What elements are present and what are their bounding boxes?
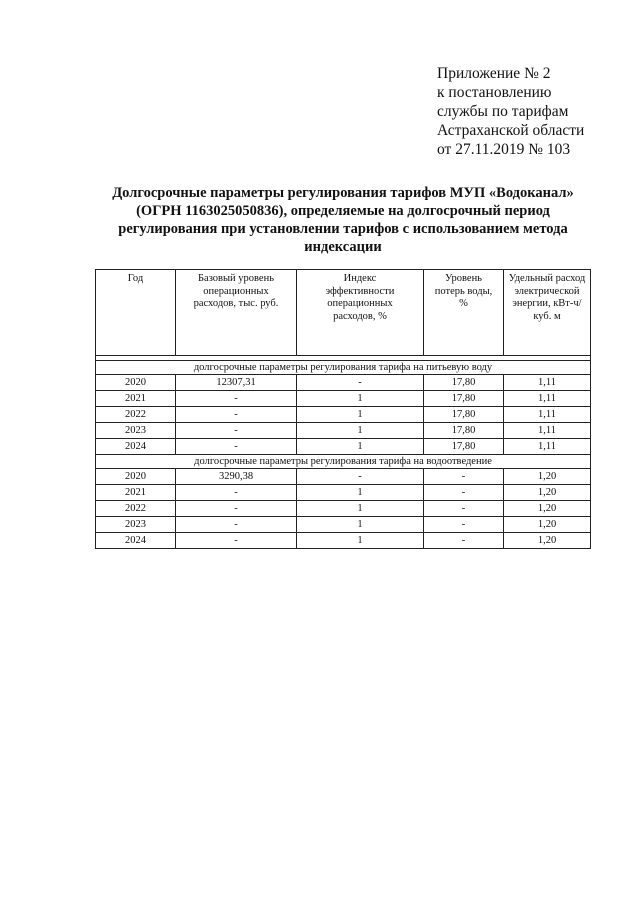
table-row: [96, 391, 591, 407]
table-row: [96, 407, 591, 423]
header-base-cost: Базовый уровень операционных расходов, тыс. руб.: [176, 270, 297, 356]
cell-water-loss: 17,80: [424, 407, 504, 423]
section-label: долгосрочные параметры регулирования тарифа на водоотведение: [96, 455, 591, 469]
cell-energy: 1,20: [504, 485, 591, 501]
section-header-row: [96, 361, 591, 375]
cell-year: 2022: [96, 501, 176, 517]
cell-energy: 1,11: [504, 423, 591, 439]
parameters-table: [95, 269, 591, 549]
table-row: [96, 517, 591, 533]
cell-water-loss: 17,80: [424, 375, 504, 391]
cell-energy: 1,11: [504, 439, 591, 455]
cell-base-cost: -: [176, 533, 297, 549]
cell-base-cost: -: [176, 501, 297, 517]
cell-energy: 1,20: [504, 501, 591, 517]
cell-year: 2021: [96, 391, 176, 407]
cell-base-cost: -: [176, 391, 297, 407]
cell-year: 2024: [96, 439, 176, 455]
title-line: (ОГРН 1163025050836), определяемые на долгосрочный период: [136, 203, 550, 219]
document-title: [96, 184, 590, 256]
table-row: [96, 439, 591, 455]
cell-efficiency-index: 1: [297, 391, 424, 407]
cell-year: 2022: [96, 407, 176, 423]
table-header-row: [96, 270, 591, 356]
appendix-line-region: Астраханской области: [437, 122, 585, 139]
cell-efficiency-index: 1: [297, 533, 424, 549]
cell-base-cost: -: [176, 517, 297, 533]
header-water-loss: Уровень потерь воды, %: [424, 270, 504, 356]
section-wastewater: [96, 455, 591, 549]
title-line: регулирования при установлении тарифов с использованием метода: [118, 221, 568, 237]
appendix-line-number: Приложение № 2: [437, 65, 551, 82]
cell-year: 2024: [96, 533, 176, 549]
header-year: Год: [96, 270, 176, 356]
cell-water-loss: -: [424, 517, 504, 533]
cell-energy: 1,11: [504, 407, 591, 423]
cell-efficiency-index: -: [297, 375, 424, 391]
cell-base-cost: -: [176, 407, 297, 423]
appendix-block: [437, 64, 584, 159]
header-efficiency-index: Индекс эффективности операционных расходов, %: [297, 270, 424, 356]
cell-efficiency-index: 1: [297, 439, 424, 455]
section-drinking-water: [96, 361, 591, 455]
cell-base-cost: -: [176, 439, 297, 455]
cell-water-loss: 17,80: [424, 391, 504, 407]
cell-year: 2020: [96, 375, 176, 391]
cell-water-loss: 17,80: [424, 439, 504, 455]
appendix-line-date: от 27.11.2019 № 103: [437, 141, 571, 158]
section-label: долгосрочные параметры регулирования тарифа на питьевую воду: [96, 361, 591, 375]
cell-efficiency-index: 1: [297, 501, 424, 517]
cell-year: 2020: [96, 469, 176, 485]
cell-efficiency-index: 1: [297, 517, 424, 533]
cell-base-cost: 3290,38: [176, 469, 297, 485]
table-row: [96, 375, 591, 391]
cell-efficiency-index: -: [297, 469, 424, 485]
cell-efficiency-index: 1: [297, 423, 424, 439]
cell-year: 2021: [96, 485, 176, 501]
cell-water-loss: 17,80: [424, 423, 504, 439]
cell-energy: 1,20: [504, 533, 591, 549]
section-header-row: [96, 455, 591, 469]
cell-water-loss: -: [424, 469, 504, 485]
cell-energy: 1,11: [504, 391, 591, 407]
appendix-line-service: службы по тарифам: [437, 103, 569, 120]
table-row: [96, 423, 591, 439]
cell-efficiency-index: 1: [297, 485, 424, 501]
cell-efficiency-index: 1: [297, 407, 424, 423]
cell-energy: 1,11: [504, 375, 591, 391]
cell-energy: 1,20: [504, 469, 591, 485]
cell-water-loss: -: [424, 501, 504, 517]
table-row: [96, 485, 591, 501]
title-line: индексации: [304, 239, 382, 255]
title-line: Долгосрочные параметры регулирования тарифов МУП «Водоканал»: [112, 185, 574, 201]
cell-year: 2023: [96, 517, 176, 533]
cell-year: 2023: [96, 423, 176, 439]
table-row: [96, 533, 591, 549]
cell-water-loss: -: [424, 485, 504, 501]
appendix-line-ref: к постановлению: [437, 84, 552, 101]
table-row: [96, 469, 591, 485]
cell-base-cost: -: [176, 423, 297, 439]
cell-energy: 1,20: [504, 517, 591, 533]
table-row: [96, 501, 591, 517]
cell-base-cost: -: [176, 485, 297, 501]
cell-water-loss: -: [424, 533, 504, 549]
cell-base-cost: 12307,31: [176, 375, 297, 391]
header-energy-consumption: Удельный расход электрической энергии, кВт-ч/куб. м: [504, 270, 591, 356]
